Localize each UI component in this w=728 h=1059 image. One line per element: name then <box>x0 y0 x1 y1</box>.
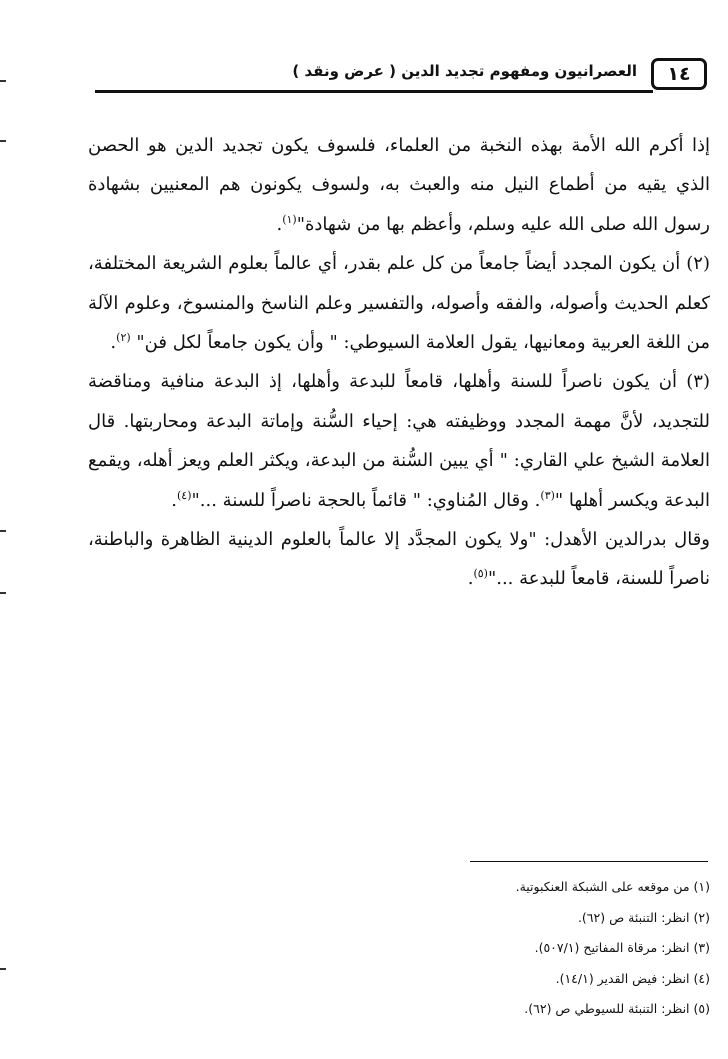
footnotes <box>290 872 710 1025</box>
scan-margin-mark <box>0 530 6 532</box>
footnote-ref: (٤) <box>177 488 192 502</box>
paragraph-ahdal-quote: وقال بدرالدين الأهدل: "ولا يكون المجدَّد إلا عالماً بالعلوم الدينية الظاهرة والباطنة، ناصراً للسنة، قامعاً للبدعة ..."$^{(٥)}$. <box>88 529 710 590</box>
header-rule <box>95 90 653 93</box>
paragraph-intro: إذا أكرم الله الأمة بهذه النخبة من العلماء، فلسوف يكون تجديد الدين هو الحصن الذي يقيه من أطماع النيل منه والعبث به، ولسوف يكونون هم المعنيين بشهادة رسول الله صلى الله عليه وسلم، وأعظم بها من شهادة"$^{(١)}$. <box>88 135 710 235</box>
footnote-5: (٥) انظر: التنبئة للسيوطي ص (٦٢). <box>524 1001 710 1016</box>
scan-margin-mark <box>0 968 6 970</box>
paragraph-point-2: (٢) أن يكون المجدد أيضاً جامعاً من كل علم بقدر، أي عالماً بعلوم الشريعة المختلفة، كعلم الحديث وأصوله، والفقه وأصوله، والتفسير وعلم الناسخ والمنسوخ، وعلوم الآلة من اللغة العربية ومعانيها، يقول العلامة السيوطي: " وأن يكون جامعاً لكل فن" $^{(٢)}$. <box>88 253 710 354</box>
scan-margin-mark <box>0 592 6 594</box>
footnote-1: (١) من موقعه على الشبكة العنكبوتية. <box>515 879 710 894</box>
footnote-3: (٣) انظر: مرقاة المفاتيح (٥٠٧/١). <box>534 940 710 955</box>
body-text <box>88 126 710 599</box>
footnote-2: (٢) انظر: التنبئة ص (٦٢). <box>577 909 710 925</box>
footnote-ref: (٣) <box>540 488 555 502</box>
paragraph-point-3: (٣) أن يكون ناصراً للسنة وأهلها، قامعاً للبدعة وأهلها، إذ البدعة منافية ومناقضة للتجديد، لأنَّ مهمة المجدد ووظيفته هي: إحياء السُّنة وإماتة البدعة ومحاربتها. قال العلامة الشيخ علي القاري: " أي يبين السُّنة من البدعة، ويكثر العلم ويعز أهله، ويقمع البدعة ويكسر أهلها "$^{(٣)}$. وقال المُناوي: " قائماً بالحجة ناصراً للسنة ..."$^{(٤)}$. <box>88 371 710 511</box>
scan-margin-mark <box>0 140 6 142</box>
page-number-box <box>651 58 707 90</box>
footnote-ref: (١) <box>282 212 297 226</box>
footnote-separator <box>470 861 708 862</box>
footnote-ref: (٥) <box>473 567 488 581</box>
footnote-ref: (٢) <box>116 331 131 345</box>
footnote-4: (٤) انظر: فيض القدير (١٤/١). <box>555 970 710 986</box>
running-header <box>95 58 707 96</box>
scan-margin-mark <box>0 80 6 82</box>
running-title: العصرانيون ومفهوم تجديد الدين ( عرض ونقد ) <box>292 62 637 80</box>
page-number: ١٤ <box>667 63 691 85</box>
